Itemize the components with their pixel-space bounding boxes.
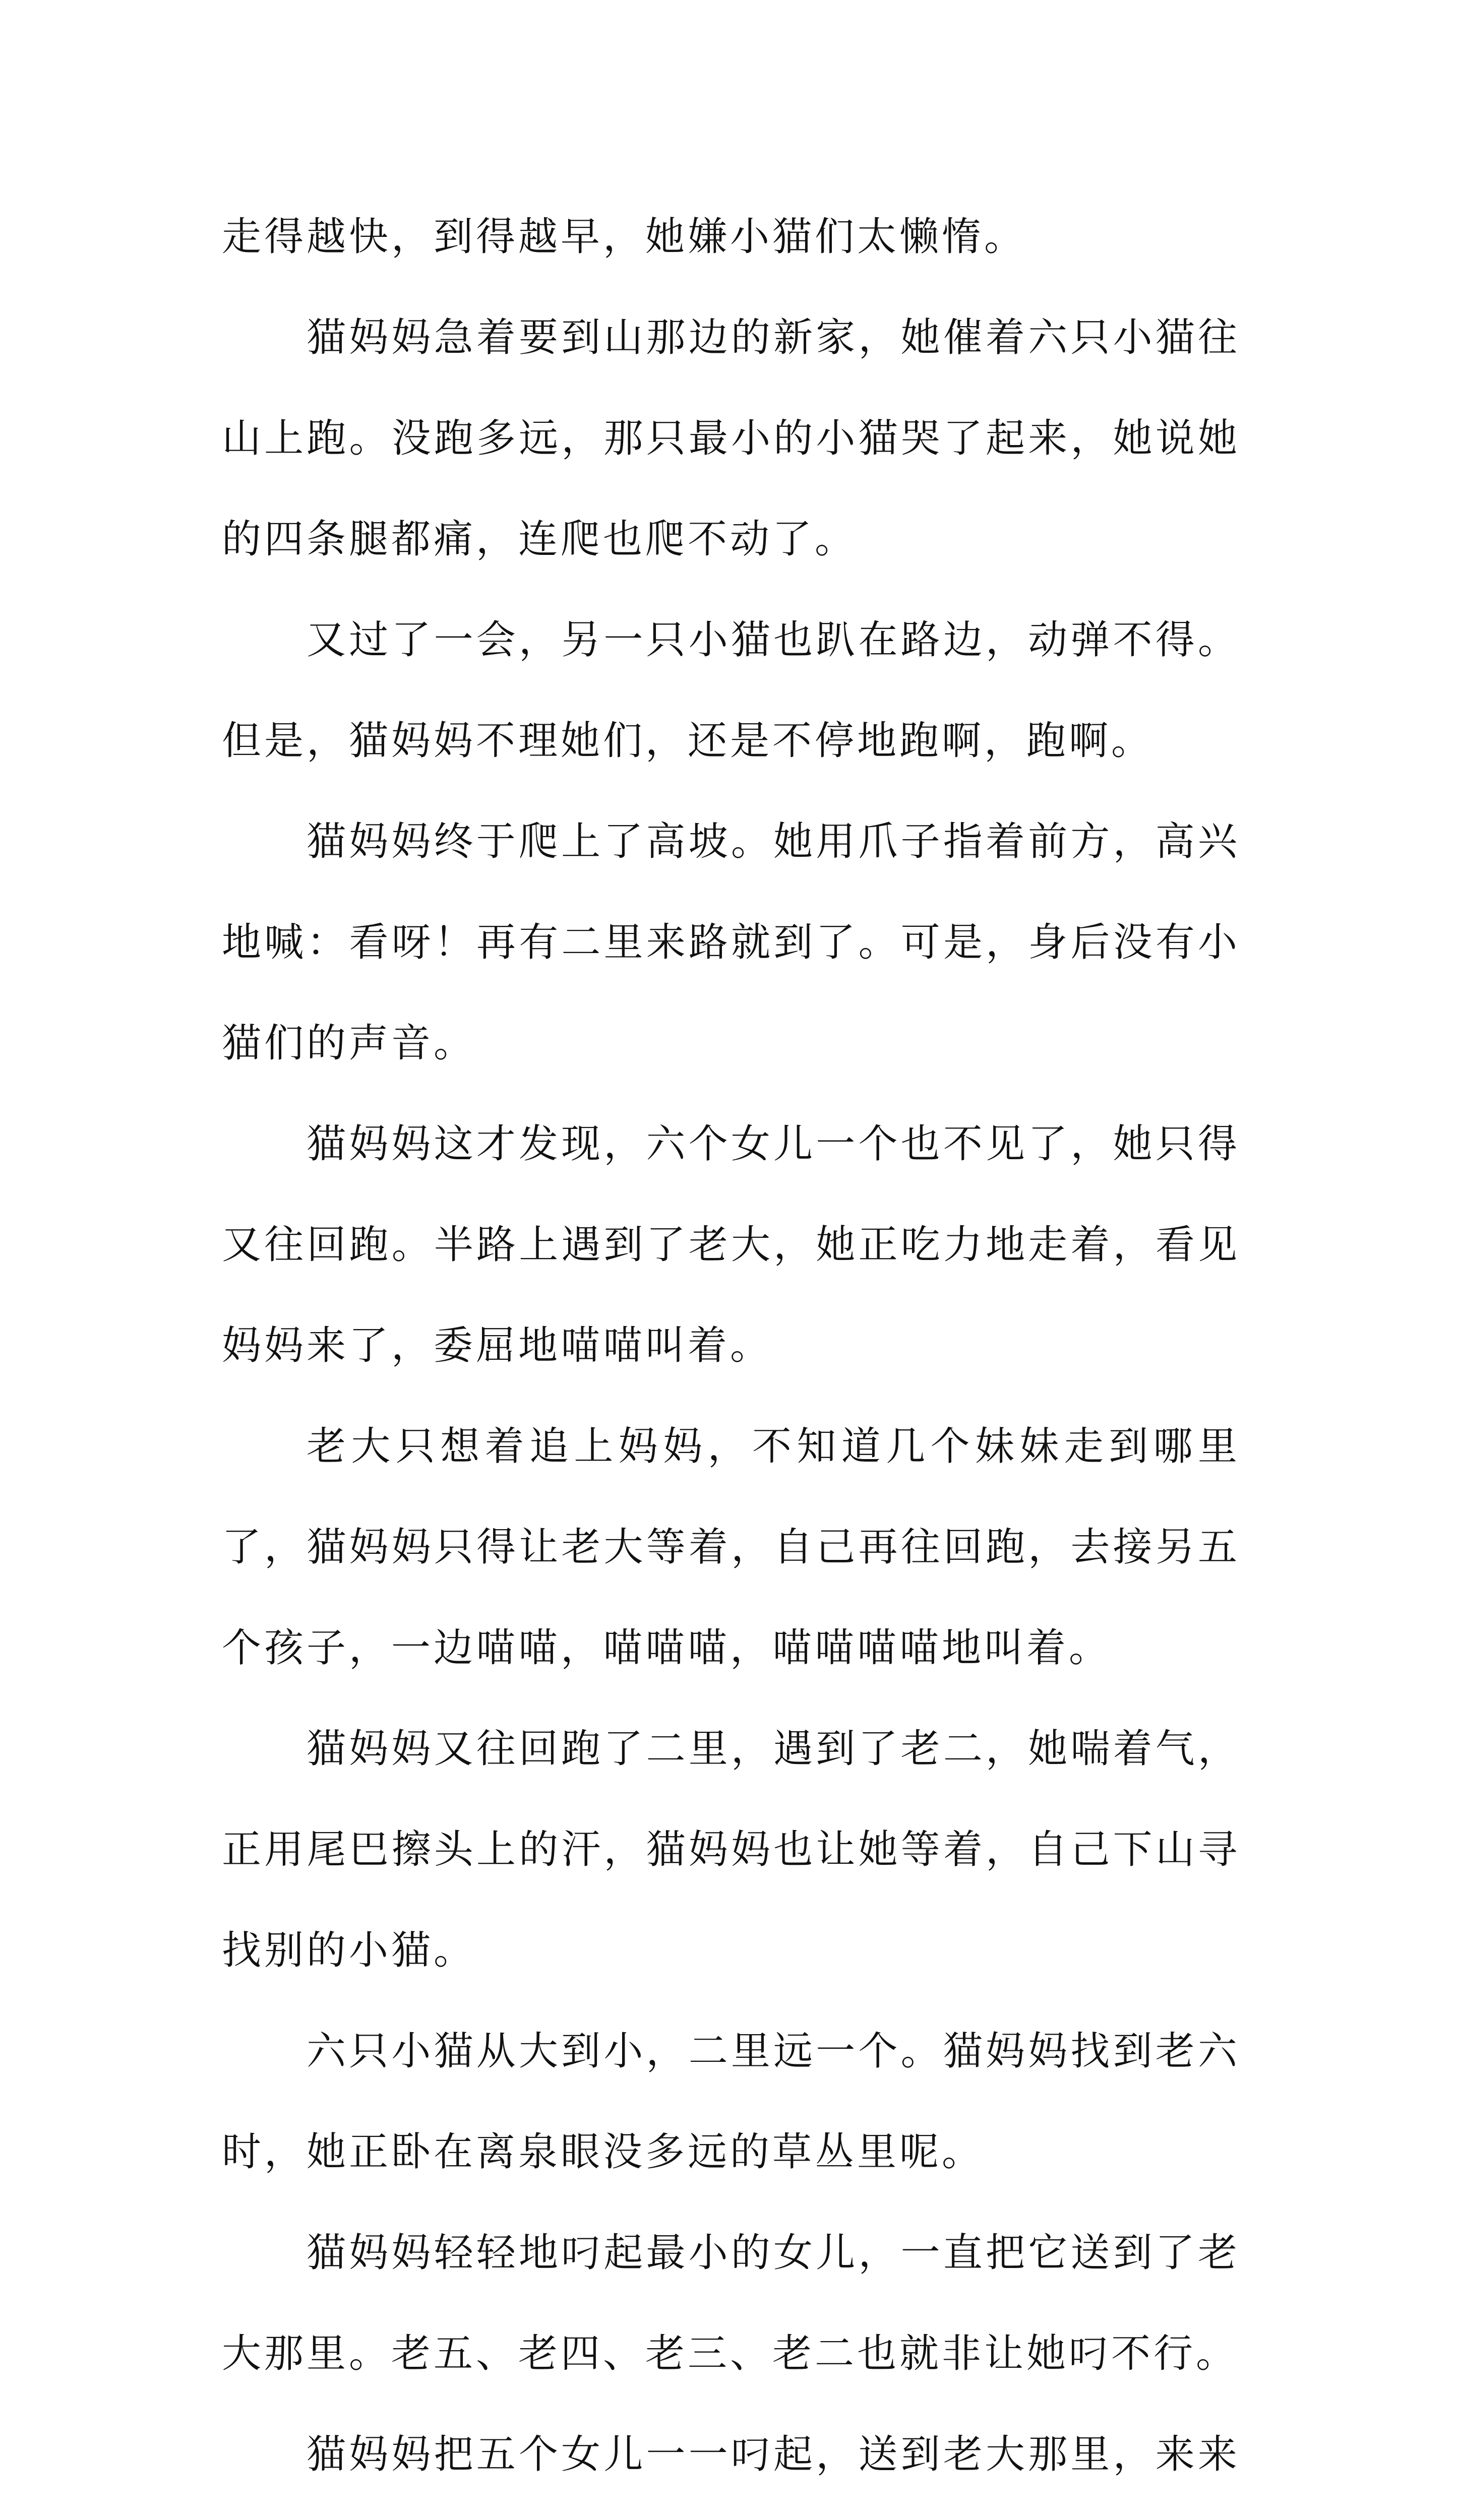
story-text	[222, 186, 1240, 2520]
paragraph-3: 又过了一会，另一只小猫也趴在路边，动弹不得。但是，猫妈妈不理她们，还是不停地跑啊，跑啊。	[222, 617, 1240, 764]
paragraph-4: 猫妈妈终于爬上了高坡。她用爪子指着前方，高兴地喊：看呀！再有二里来路就到了。可是，身后没有小猫们的声音。	[222, 819, 1240, 1066]
paragraph-2: 猫妈妈急着要到山那边的新家，她催着六只小猫往山上跑。没跑多远，那只最小的小猫哭了起来，她说她的四条腿都痛，连爬也爬不动了。	[222, 315, 1240, 562]
paragraph-5: 猫妈妈这才发现，六个女儿一个也不见了，她只得又往回跑。半路上遇到了老大，她正吃力地走着，看见妈妈来了，委屈地喵喵叫着。	[222, 1121, 1240, 1368]
paragraph-9: 猫妈妈轻轻地叼起最小的女儿，一直把它送到了老大那里。老五、老四、老三、老二也就非让她叼不行。	[222, 2230, 1240, 2376]
paragraph-6: 老大只想着追上妈妈，不知道几个妹妹走到哪里了，猫妈妈只得让老大等着，自己再往回跑，去接另五个孩子，一边喵喵，喵喵喵，喵喵喵喵地叫着。	[222, 1424, 1240, 1671]
paragraph-7: 猫妈妈又往回跑了二里，遇到了老二，她喘着气，正用尾巴擦头上的汗，猫妈妈也让她等着，自己下山寻找别的小猫。	[222, 1726, 1240, 1973]
paragraph-10: 猫妈妈把五个女儿一一叼起，送到老大那里，来来	[307, 2432, 1240, 2477]
paragraph-1: 走得越快，到得越早，她嫌小猫们太懒惰。	[222, 214, 1027, 260]
paragraph-8: 六只小猫从大到小，二里远一个。猫妈妈找到老六时，她正卧在离泉眼没多远的草丛里呢。	[222, 2029, 1240, 2175]
